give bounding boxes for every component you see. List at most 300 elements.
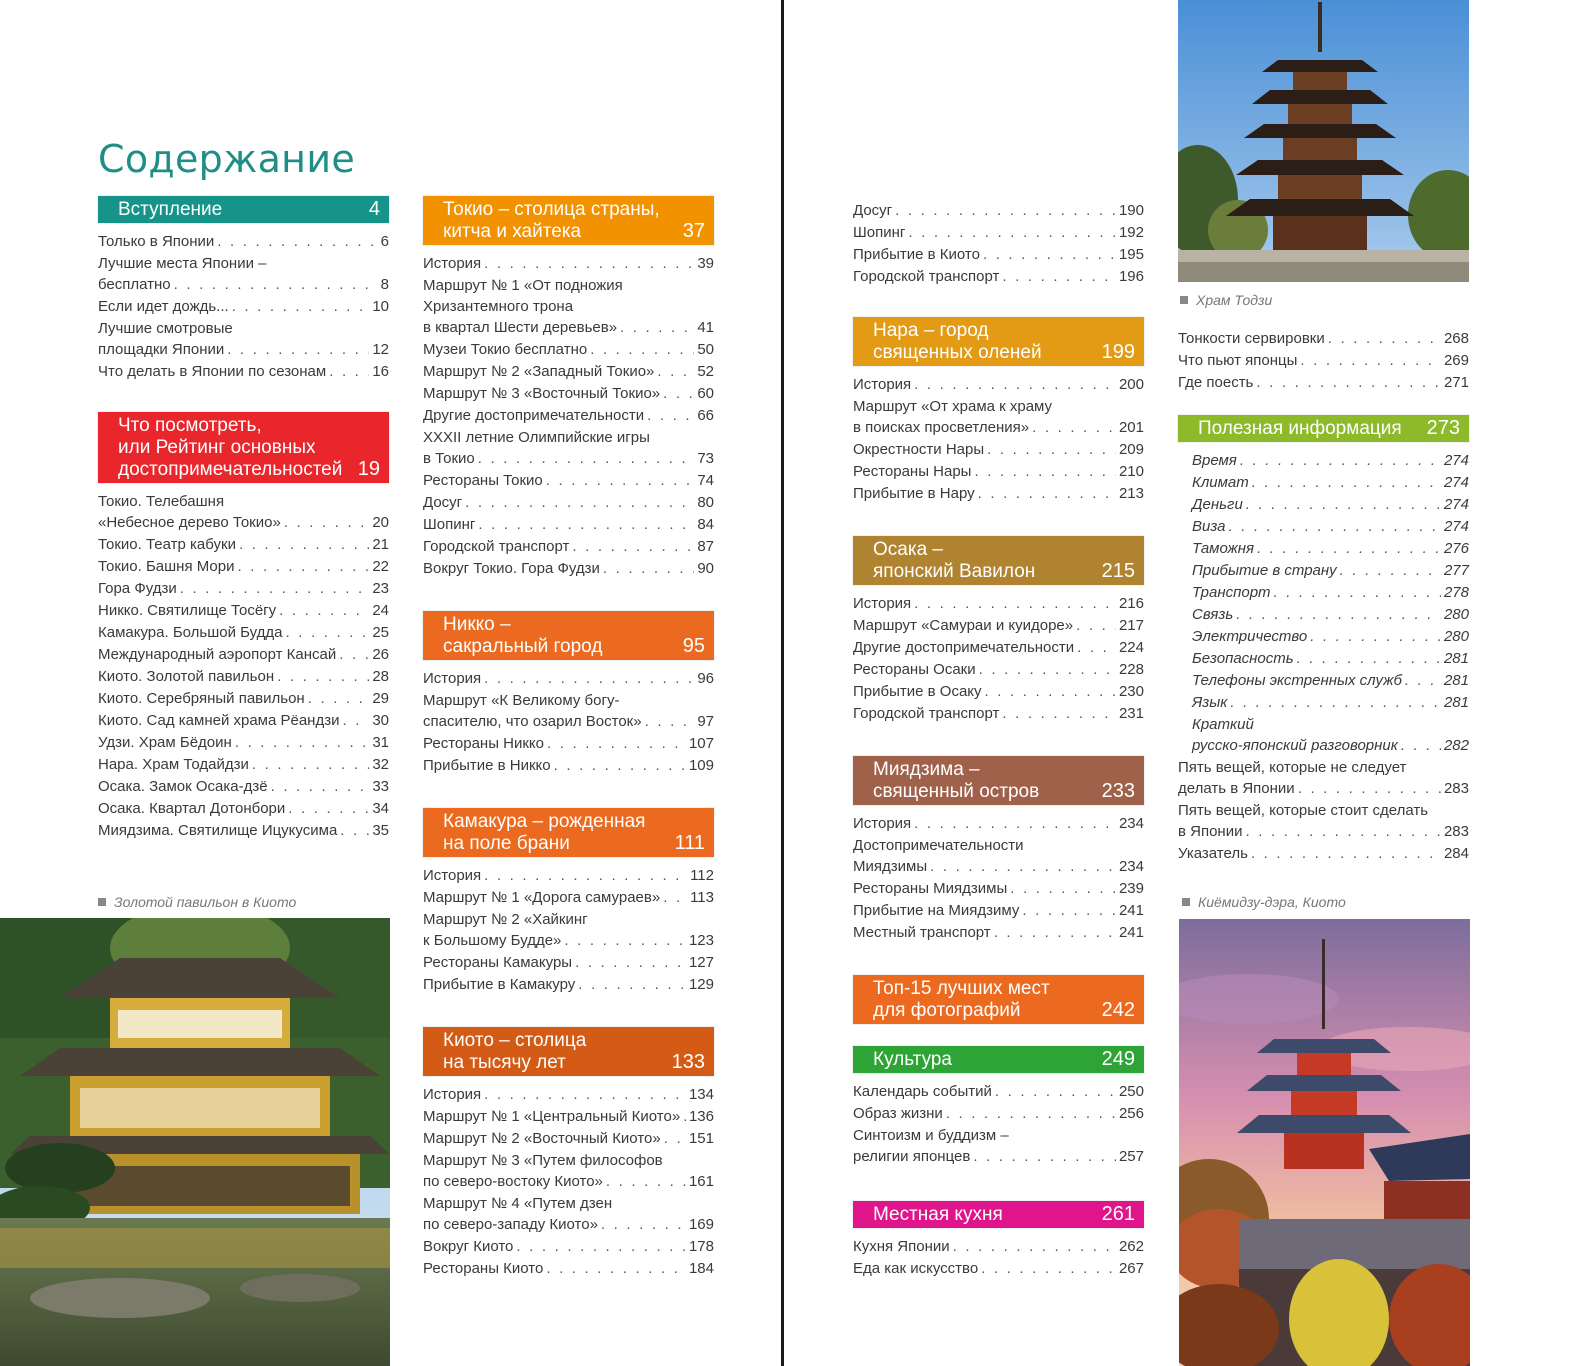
entry-line <box>423 339 714 360</box>
entry-page-number: 113 <box>690 889 714 906</box>
toc-column-4 <box>1178 328 1469 890</box>
section-title: Что посмотреть, или Рейтинг основных достопримечательностей <box>118 415 343 480</box>
toc-entry[interactable] <box>98 361 389 382</box>
entry-title: Другие достопримечательности <box>853 639 1075 656</box>
entry-line <box>1192 648 1469 669</box>
toc-entry[interactable] <box>853 922 1144 943</box>
entry-line <box>423 1193 714 1214</box>
entry-line <box>423 733 714 754</box>
toc-entry[interactable] <box>98 556 389 577</box>
golden-pavilion-photo <box>0 918 390 1366</box>
entry-title: Киото. Золотой павильон <box>98 668 275 685</box>
toc-entry[interactable] <box>1178 494 1469 515</box>
toc-entry[interactable] <box>1178 328 1469 349</box>
toc-entry[interactable] <box>98 644 389 665</box>
toc-entry[interactable] <box>98 231 389 252</box>
toc-entry[interactable] <box>853 374 1144 395</box>
toc-entry[interactable] <box>853 681 1144 702</box>
toc-entry[interactable] <box>1178 582 1469 603</box>
toc-entry[interactable] <box>423 974 714 995</box>
toc-section-osaka <box>853 536 1144 724</box>
section-header-top15[interactable] <box>853 975 1144 1024</box>
entry-page-number: 60 <box>697 385 714 402</box>
dot-leader <box>995 1081 1116 1102</box>
toc-entry[interactable] <box>423 952 714 973</box>
entry-line <box>1192 735 1469 756</box>
entry-line <box>1192 560 1469 581</box>
toc-entry[interactable] <box>853 483 1144 504</box>
entry-title: Телефоны экстренных служб <box>1192 672 1402 689</box>
dot-leader <box>1002 266 1116 287</box>
toc-entry[interactable] <box>423 1193 714 1235</box>
toc-entry[interactable] <box>853 461 1144 482</box>
toc-entry[interactable] <box>853 900 1144 921</box>
entry-line <box>98 710 389 731</box>
entry-line <box>423 383 714 404</box>
toc-entry[interactable] <box>853 244 1144 265</box>
entry-page-number: 228 <box>1118 661 1144 678</box>
entry-line <box>853 374 1144 395</box>
entry-page-number: 35 <box>372 822 389 839</box>
dot-leader <box>983 244 1116 265</box>
toc-entry[interactable] <box>423 1150 714 1192</box>
section-title: Полезная информация <box>1198 418 1402 439</box>
page-title: Содержание <box>98 137 355 182</box>
entry-page-number: 274 <box>1443 474 1469 491</box>
entry-title: Токио. Башня Мори <box>98 558 235 575</box>
entry-page-number: 134 <box>688 1086 714 1103</box>
dot-leader <box>1310 626 1441 647</box>
entry-page-number: 269 <box>1443 352 1469 369</box>
entry-page-number: 274 <box>1443 496 1469 513</box>
entry-title: Пять вещей, которые не следует <box>1178 759 1407 776</box>
toc-section-cuisine-cont <box>1178 328 1469 393</box>
caption-marker-icon <box>1180 296 1188 304</box>
dot-leader <box>1032 417 1116 438</box>
entry-title: к Большому Будде» <box>423 932 562 949</box>
toc-entry[interactable] <box>423 755 714 776</box>
entry-line <box>423 514 714 535</box>
toc-entry[interactable] <box>1178 350 1469 371</box>
toc-entry[interactable] <box>853 222 1144 243</box>
dot-leader <box>601 1214 686 1235</box>
toc-entry[interactable] <box>98 688 389 709</box>
toc-entry[interactable] <box>853 200 1144 221</box>
entry-line <box>98 253 389 274</box>
toc-entry[interactable] <box>423 733 714 754</box>
entry-page-number: 239 <box>1118 880 1144 897</box>
dot-leader <box>342 710 369 731</box>
entry-line <box>1178 843 1469 864</box>
toc-entry[interactable] <box>1178 450 1469 471</box>
toc-entry[interactable] <box>98 578 389 599</box>
section-header-osaka[interactable] <box>853 536 1144 585</box>
toc-entry[interactable] <box>423 514 714 535</box>
toc-entry[interactable] <box>98 666 389 687</box>
entry-line <box>98 820 389 841</box>
dot-leader <box>1251 843 1441 864</box>
caption-marker-icon <box>1182 898 1190 906</box>
section-header-intro[interactable] <box>98 196 389 223</box>
toc-entry[interactable] <box>1178 670 1469 691</box>
entry-page-number: 234 <box>1118 815 1144 832</box>
entry-title: в Токио <box>423 450 475 467</box>
dot-leader <box>978 483 1116 504</box>
toc-entry[interactable] <box>853 593 1144 614</box>
dot-leader <box>895 200 1116 221</box>
entry-page-number: 107 <box>688 735 714 752</box>
toc-entry[interactable] <box>423 383 714 404</box>
entry-line <box>853 681 1144 702</box>
entry-line <box>1178 821 1469 842</box>
kiyomizu-caption-text: Киёмидзу-дэра, Киото <box>1198 894 1346 910</box>
toc-entry[interactable] <box>1178 626 1469 647</box>
dot-leader <box>981 1258 1116 1279</box>
section-header-miyajima[interactable] <box>853 756 1144 805</box>
toc-entry[interactable] <box>853 1125 1144 1167</box>
entry-line <box>1192 472 1469 493</box>
toc-entry[interactable] <box>98 534 389 555</box>
section-header-culture[interactable] <box>853 1046 1144 1073</box>
entry-title: Шопинг <box>423 516 476 533</box>
toc-entry[interactable] <box>423 887 714 908</box>
toc-entry[interactable] <box>423 275 714 338</box>
entry-line <box>423 668 714 689</box>
toc-entry[interactable] <box>853 439 1144 460</box>
toc-section-top15 <box>853 975 1144 1024</box>
toc-entry[interactable] <box>853 637 1144 658</box>
entry-line <box>853 878 1144 899</box>
toc-section-tokyo <box>423 196 714 579</box>
entry-line <box>1178 372 1469 393</box>
entry-title: История <box>423 255 482 272</box>
entry-page-number: 190 <box>1118 202 1144 219</box>
toc-entry[interactable] <box>423 909 714 951</box>
toc-entry[interactable] <box>853 266 1144 287</box>
entry-page-number: 283 <box>1443 823 1469 840</box>
entry-list <box>853 813 1144 943</box>
toc-entry[interactable] <box>423 536 714 557</box>
toc-entry[interactable] <box>1178 372 1469 393</box>
dot-leader <box>484 865 687 886</box>
entry-page-number: 284 <box>1443 845 1469 862</box>
entry-list <box>98 231 389 382</box>
toc-entry[interactable] <box>98 318 389 360</box>
dot-leader <box>288 798 369 819</box>
entry-title: Маршрут № 2 «Хайкинг <box>423 911 588 928</box>
entry-line <box>853 813 1144 834</box>
entry-line <box>423 1128 714 1149</box>
toc-entry[interactable] <box>853 835 1144 877</box>
entry-title: Маршрут № 1 «От подножия <box>423 277 623 294</box>
entry-title: Вокруг Токио. Гора Фудзи <box>423 560 600 577</box>
entry-line <box>853 1236 1144 1257</box>
entry-page-number: 87 <box>697 538 714 555</box>
entry-page-number: 28 <box>372 668 389 685</box>
toc-entry[interactable] <box>423 405 714 426</box>
section-header-kamakura[interactable] <box>423 808 714 857</box>
section-header-cuisine[interactable] <box>853 1201 1144 1228</box>
entry-page-number: 280 <box>1443 606 1469 623</box>
entry-title: Маршрут № 1 «Центральный Киото» <box>423 1108 681 1125</box>
entry-line <box>423 1084 714 1105</box>
dot-leader <box>1401 735 1441 756</box>
toc-section-kyoto <box>423 1027 714 1279</box>
dot-leader <box>1274 582 1441 603</box>
entry-line <box>853 417 1144 438</box>
section-page-number: 273 <box>1426 417 1460 439</box>
entry-line <box>853 244 1144 265</box>
dot-leader <box>930 856 1116 877</box>
entry-title: Маршрут «К Великому богу- <box>423 692 620 709</box>
entry-title: религии японцев <box>853 1148 971 1165</box>
entry-line <box>98 491 389 512</box>
entry-page-number: 22 <box>372 558 389 575</box>
toc-entry[interactable] <box>98 253 389 295</box>
toc-entry[interactable] <box>853 396 1144 438</box>
entry-page-number: 96 <box>697 670 714 687</box>
entry-line <box>98 231 389 252</box>
entry-title: Пять вещей, которые стоит сделать <box>1178 802 1429 819</box>
toc-entry[interactable] <box>1178 757 1469 799</box>
toc-entry[interactable] <box>98 754 389 775</box>
entry-title: Рестораны Никко <box>423 735 544 752</box>
entry-line <box>853 856 1144 877</box>
entry-title: Рестораны Камакуры <box>423 954 573 971</box>
toc-entry[interactable] <box>423 668 714 689</box>
toc-entry[interactable] <box>423 1258 714 1279</box>
entry-line <box>853 461 1144 482</box>
dot-leader <box>1405 670 1441 691</box>
kiyomizu-caption <box>1182 894 1346 910</box>
dot-leader <box>973 1146 1116 1167</box>
toc-entry[interactable] <box>1178 843 1469 864</box>
entry-title: Лучшие смотровые <box>98 320 233 337</box>
entry-title: Прибытие в Никко <box>423 757 551 774</box>
entry-title: Прибытие в Нару <box>853 485 975 502</box>
toc-entry[interactable] <box>853 703 1144 724</box>
dot-leader <box>1297 648 1441 669</box>
dot-leader <box>484 668 694 689</box>
entry-page-number: 217 <box>1118 617 1144 634</box>
section-page-number: 242 <box>1101 999 1135 1021</box>
toc-entry[interactable] <box>423 361 714 382</box>
toc-entry[interactable] <box>98 732 389 753</box>
toc-entry[interactable] <box>98 491 389 533</box>
toc-entry[interactable] <box>853 1103 1144 1124</box>
entry-line <box>853 835 1144 856</box>
toc-entry[interactable] <box>853 659 1144 680</box>
entry-line <box>98 622 389 643</box>
toc-entry[interactable] <box>1178 472 1469 493</box>
entry-line <box>423 470 714 491</box>
section-header-useful[interactable] <box>1178 415 1469 442</box>
entry-title: Климат <box>1192 474 1249 491</box>
toc-entry[interactable] <box>98 710 389 731</box>
entry-title: Достопримечательности <box>853 837 1024 854</box>
entry-line <box>423 253 714 274</box>
entry-page-number: 20 <box>372 514 389 531</box>
section-header-kyoto[interactable] <box>423 1027 714 1076</box>
toc-section-miyajima <box>853 756 1144 943</box>
section-page-number: 111 <box>674 832 705 854</box>
toc-entry[interactable] <box>423 1084 714 1105</box>
entry-title: Таможня <box>1192 540 1255 557</box>
entry-title: делать в Японии <box>1178 780 1295 797</box>
toc-entry[interactable] <box>423 558 714 579</box>
dot-leader <box>284 512 370 533</box>
toc-entry[interactable] <box>423 427 714 469</box>
entry-page-number: 274 <box>1443 452 1469 469</box>
toc-entry[interactable] <box>1178 516 1469 537</box>
entry-line <box>423 909 714 930</box>
toc-entry[interactable] <box>1178 538 1469 559</box>
toc-entry[interactable] <box>1178 604 1469 625</box>
toc-entry[interactable] <box>1178 648 1469 669</box>
entry-page-number: 74 <box>697 472 714 489</box>
dot-leader <box>994 922 1116 943</box>
entry-page-number: 250 <box>1118 1083 1144 1100</box>
entry-line <box>853 200 1144 221</box>
entry-title: Рестораны Миядзимы <box>853 880 1008 897</box>
entry-page-number: 30 <box>372 712 389 729</box>
section-header-nikko[interactable] <box>423 611 714 660</box>
dot-leader <box>620 317 694 338</box>
toc-entry[interactable] <box>98 600 389 621</box>
dot-leader <box>484 1084 686 1105</box>
section-header-rating[interactable] <box>98 412 389 483</box>
toc-entry[interactable] <box>423 470 714 491</box>
entry-page-number: 241 <box>1118 924 1144 941</box>
entry-title: Осака. Замок Осака-дзё <box>98 778 268 795</box>
entry-page-number: 169 <box>688 1216 714 1233</box>
entry-title: Краткий <box>1192 716 1254 733</box>
toc-entry[interactable] <box>853 878 1144 899</box>
entry-page-number: 282 <box>1443 737 1469 754</box>
toc-entry[interactable] <box>1178 560 1469 581</box>
entry-page-number: 201 <box>1118 419 1144 436</box>
dot-leader <box>554 755 686 776</box>
entry-line <box>423 427 714 448</box>
entry-line <box>1192 692 1469 713</box>
dot-leader <box>953 1236 1116 1257</box>
entry-page-number: 33 <box>372 778 389 795</box>
entry-title: Маршрут № 1 «Дорога самураев» <box>423 889 661 906</box>
toc-entry[interactable] <box>98 296 389 317</box>
entry-line <box>853 1146 1144 1167</box>
toc-entry[interactable] <box>853 1258 1144 1279</box>
entry-title: Городской транспорт <box>853 705 1000 722</box>
entry-line <box>98 776 389 797</box>
toc-entry[interactable] <box>1178 800 1469 842</box>
toc-entry[interactable] <box>98 622 389 643</box>
entry-line <box>98 534 389 555</box>
toc-column-1 <box>98 196 389 842</box>
entry-line <box>423 317 714 338</box>
toc-entry[interactable] <box>853 1081 1144 1102</box>
entry-page-number: 73 <box>697 450 714 467</box>
dot-leader <box>1257 538 1441 559</box>
entry-page-number: 224 <box>1118 639 1144 656</box>
toc-section-cuisine <box>853 1201 1144 1279</box>
toc-entry[interactable] <box>423 253 714 274</box>
entry-title: Киото. Сад камней храма Рёандзи <box>98 712 340 729</box>
dot-leader <box>1328 328 1441 349</box>
entry-title: XXXII летние Олимпийские игры <box>423 429 650 446</box>
toc-entry[interactable] <box>423 1128 714 1149</box>
toc-entry[interactable] <box>98 820 389 841</box>
golden-pavilion-caption-text: Золотой павильон в Киото <box>114 894 297 910</box>
entry-title: Никко. Святилище Тосёгу <box>98 602 277 619</box>
dot-leader <box>1240 450 1441 471</box>
entry-title: Прибытие в страну <box>1192 562 1337 579</box>
entry-line <box>853 703 1144 724</box>
entry-line <box>423 405 714 426</box>
entry-page-number: 109 <box>688 757 714 774</box>
entry-page-number: 230 <box>1118 683 1144 700</box>
entry-line <box>423 1150 714 1171</box>
toc-entry[interactable] <box>423 1236 714 1257</box>
toc-entry[interactable] <box>423 492 714 513</box>
toji-caption <box>1180 292 1272 308</box>
entry-line <box>1192 670 1469 691</box>
dot-leader <box>606 1171 686 1192</box>
entry-line <box>98 318 389 339</box>
entry-line <box>853 1125 1144 1146</box>
entry-page-number: 52 <box>697 363 714 380</box>
toc-entry[interactable] <box>423 865 714 886</box>
entry-list <box>853 1081 1144 1167</box>
entry-line <box>1178 328 1469 349</box>
toc-entry[interactable] <box>853 615 1144 636</box>
entry-line <box>1178 778 1469 799</box>
entry-title: Что делать в Японии по сезонам <box>98 363 327 380</box>
toc-entry[interactable] <box>853 813 1144 834</box>
dot-leader <box>329 361 369 382</box>
entry-title: Указатель <box>1178 845 1248 862</box>
entry-list <box>853 200 1144 287</box>
section-header-tokyo[interactable] <box>423 196 714 245</box>
entry-list <box>853 593 1144 724</box>
entry-line <box>853 1081 1144 1102</box>
toc-entry[interactable] <box>423 1106 714 1127</box>
toc-entry[interactable] <box>423 690 714 732</box>
entry-page-number: 97 <box>697 713 714 730</box>
entry-title: История <box>853 815 912 832</box>
dot-leader <box>1252 472 1441 493</box>
entry-title: Маршрут № 3 «Путем философов <box>423 1152 663 1169</box>
dot-leader <box>1002 703 1116 724</box>
entry-title: Миядзимы <box>853 858 928 875</box>
entry-title: Виза <box>1192 518 1226 535</box>
section-title: Нара – город священных оленей <box>873 320 1042 363</box>
toc-entry[interactable] <box>1178 714 1469 756</box>
toc-entry[interactable] <box>853 1236 1144 1257</box>
entry-title: Окрестности Нары <box>853 441 985 458</box>
toc-entry[interactable] <box>98 798 389 819</box>
entry-list <box>98 491 389 841</box>
dot-leader <box>252 754 369 775</box>
entry-page-number: 16 <box>372 363 389 380</box>
entry-page-number: 271 <box>1443 374 1469 391</box>
toc-entry[interactable] <box>98 776 389 797</box>
section-header-nara[interactable] <box>853 317 1144 366</box>
entry-line <box>1192 516 1469 537</box>
toc-entry[interactable] <box>423 339 714 360</box>
toc-entry[interactable] <box>1178 692 1469 713</box>
toc-section-culture <box>853 1046 1144 1167</box>
entry-title: Маршрут «От храма к храму <box>853 398 1053 415</box>
